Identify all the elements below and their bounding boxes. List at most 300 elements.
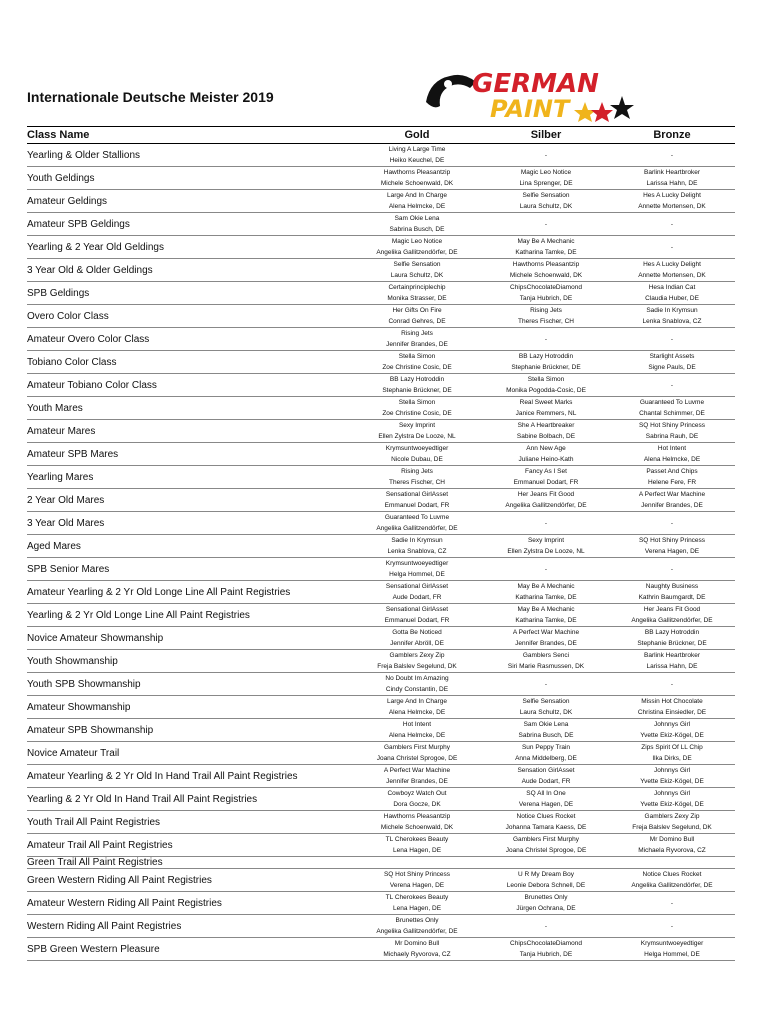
placing-line: - [544,335,548,343]
placing-line: Katharina Tamke, DE [515,594,577,601]
placing-line: Annette Mortensen, DK [638,203,706,210]
placing-line: Mr Domino Bull [394,940,440,947]
table-row [27,765,735,788]
svg-text:GERMAN: GERMAN [472,69,599,99]
table-row [27,869,735,892]
placing-line: Lena Hagen, DE [392,905,442,912]
gold-cell [351,696,483,719]
placing-line: Angelika Gallitzendörfer, DE [505,502,587,509]
placing-line: Heiko Keuchel, DE [389,157,445,164]
placing-line: Brunettes Only [524,894,568,901]
bronze-cell [609,144,735,167]
gold-cell [351,351,483,374]
header-gold: Gold [351,127,483,144]
placing-line: Hawthorns Pleasantzip [512,261,580,268]
placing-line: Joana Christel Sprogoe, DE [376,755,458,762]
gold-cell [351,190,483,213]
placing-line: Johanna Tamara Kaess, DE [505,824,587,831]
class-name-cell: 3 Year Old & Older Geldings [27,259,351,282]
silber-cell [483,328,609,351]
placing-line: BB Lazy Hotroddin [644,629,700,636]
placing-line: Lina Sprenger, DE [519,180,573,187]
table-row [27,466,735,489]
placing-line: A Perfect War Machine [638,491,706,498]
placing-line: Yvette Ekiz-Kögel, DE [640,801,704,808]
placing-line: - [670,922,674,930]
placing-line: Angelika Gallitzendörfer, DE [376,928,458,935]
gold-cell [351,742,483,765]
placing-line: Chantal Schimmer, DE [639,410,705,417]
class-name-cell: Yearling & 2 Year Old Geldings [27,236,351,259]
class-name-cell: Youth Showmanship [27,650,351,673]
placing-line: Angelika Gallitzendörfer, DE [376,525,458,532]
placing-line: Sensational GirlAsset [385,606,449,613]
placing-line: Angelika Gallitzendörfer, DE [631,617,713,624]
placing-line: Helga Hommel, DE [644,951,700,958]
class-name-cell: Green Western Riding All Paint Registries [27,869,351,892]
bronze-cell [609,915,735,938]
placing-line: Claudia Huber, DE [645,295,699,302]
placing-line: Sadie In Krymsun [391,537,443,544]
bronze-cell [609,869,735,892]
class-name-cell: Amateur SPB Showmanship [27,719,351,742]
silber-cell [483,420,609,443]
placing-line: Laura Schultz, DK [390,272,444,279]
silber-cell [483,857,609,869]
placing-line: Theres Fischer, CH [389,479,445,486]
placing-line: Her Jeans Fit Good [643,606,701,613]
bronze-cell [609,489,735,512]
placing-line: Joana Christel Sprogoe, DE [505,847,587,854]
placing-line: Siri Marie Rasmussen, DK [507,663,585,670]
placing-line: Angelika Gallitzendörfer, DE [631,882,713,889]
class-name-cell: Amateur Showmanship [27,696,351,719]
placing-line: Sensational GirlAsset [385,583,449,590]
silber-cell [483,581,609,604]
placing-line: Real Sweet Marks [519,399,573,406]
bronze-cell [609,581,735,604]
silber-cell [483,558,609,581]
placing-line: Freja Balslev Segelund, DK [377,663,457,670]
placing-line: Hawthorns Pleasantzip [383,813,451,820]
gold-cell [351,915,483,938]
placing-line: Yvette Ekiz-Kögel, DE [640,778,704,785]
table-row [27,604,735,627]
placing-line: Juliane Heino-Kath [518,456,574,463]
table-row [27,696,735,719]
class-name-cell: SPB Senior Mares [27,558,351,581]
bronze-cell [609,742,735,765]
placing-line: Alena Helmcke, DE [388,203,446,210]
bronze-cell [609,765,735,788]
placing-line: Barlink Heartbroker [644,169,700,176]
table-row [27,581,735,604]
placing-line: Verena Hagen, DE [389,882,445,889]
placing-line: Her Jeans Fit Good [517,491,575,498]
gold-cell [351,328,483,351]
silber-cell [483,650,609,673]
gold-cell [351,857,483,869]
gold-cell [351,144,483,167]
table-row [27,915,735,938]
placing-line: Missin Hot Chocolate [641,698,703,705]
placing-line: Magic Leo Notice [520,169,572,176]
placing-line: Michele Schoenwald, DK [380,180,454,187]
bronze-cell [609,834,735,857]
placing-line: Kathrin Baumgardt, DE [638,594,706,601]
placing-line: Living A Large Time [388,146,446,153]
placing-line: Hawthorns Pleasantzip [383,169,451,176]
table-row [27,236,735,259]
silber-cell [483,144,609,167]
placing-line: SQ Hot Shiny Princess [638,537,706,544]
table-row [27,535,735,558]
placing-line: Sabrina Busch, DE [518,732,574,739]
placing-line: - [670,220,674,228]
placing-line: Laura Schultz, DK [519,709,573,716]
placing-line: Verena Hagen, DE [644,548,700,555]
gold-cell [351,489,483,512]
class-name-cell: Amateur SPB Mares [27,443,351,466]
placing-line: Theres Fischer, CH [518,318,574,325]
placing-line: Cowboyz Watch Out [387,790,447,797]
placing-line: Her Gifts On Fire [392,307,442,314]
bronze-cell [609,650,735,673]
class-name-cell: Youth Mares [27,397,351,420]
bronze-cell [609,328,735,351]
gold-cell [351,719,483,742]
placing-line: - [670,565,674,573]
table-row [27,788,735,811]
placing-line: Michele Schoenwald, DK [380,824,454,831]
placing-line: Krymsuntwoeyedtiger [385,445,449,452]
placing-line: Gotta Be Noticed [392,629,442,636]
silber-cell [483,489,609,512]
placing-line: BB Lazy Hotroddin [518,353,574,360]
bronze-cell [609,788,735,811]
placing-line: Laura Schultz, DK [519,203,573,210]
placing-line: Zoe Christine Cosic, DE [382,364,452,371]
silber-cell [483,604,609,627]
placing-line: Selfie Sensation [522,698,570,705]
placing-line: Ann New Age [526,445,566,452]
table-row [27,305,735,328]
placing-line: Gamblers First Murphy [383,744,451,751]
placing-line: - [544,519,548,527]
class-name-cell: Amateur Trail All Paint Registries [27,834,351,857]
placing-line: - [670,381,674,389]
bronze-cell [609,696,735,719]
silber-cell [483,374,609,397]
class-name-cell: Novice Amateur Trail [27,742,351,765]
placing-line: Jennifer Abröll, DE [390,640,444,647]
gold-cell [351,443,483,466]
placing-line: - [544,220,548,228]
placing-line: Freja Balslev Segelund, DK [632,824,712,831]
placing-line: Dora Gocze, DK [393,801,441,808]
placing-line: Large And In Charge [387,192,447,199]
placing-line: Cindy Constantin, DE [385,686,449,693]
silber-cell [483,696,609,719]
placing-line: Ellen Zylstra De Looze, NL [378,433,456,440]
silber-cell [483,190,609,213]
placing-line: ChipsChocolateDiamond [510,284,582,291]
placing-line: A Perfect War Machine [512,629,580,636]
table-row [27,190,735,213]
placing-line: Yvette Ekiz-Kögel, DE [640,732,704,739]
silber-cell [483,466,609,489]
placing-line: Krymsuntwoeyedtiger [640,940,704,947]
bronze-cell [609,811,735,834]
placing-line: Sun Peppy Train [521,744,571,751]
gold-cell [351,788,483,811]
placing-line: Guaranteed To Luvme [639,399,705,406]
placing-line: Jennifer Brandes, DE [386,341,448,348]
placing-line: Stephanie Brückner, DE [511,364,581,371]
gold-cell [351,259,483,282]
silber-cell [483,742,609,765]
class-name-cell: Overo Color Class [27,305,351,328]
table-row [27,627,735,650]
placing-line: Nicole Dubau, DE [391,456,443,463]
page-title: Internationale Deutsche Meister 2019 [27,89,274,105]
placing-line: Aude Dodart, FR [521,778,571,785]
placing-line: Sexy Imprint [527,537,565,544]
table-row [27,489,735,512]
class-name-cell: Yearling & Older Stallions [27,144,351,167]
silber-cell [483,915,609,938]
class-name-cell: Yearling Mares [27,466,351,489]
table-row [27,834,735,857]
placing-line: May Be A Mechanic [517,238,575,245]
placing-line: Larissa Hahn, DE [646,180,698,187]
placing-line: Lena Hagen, DE [392,847,442,854]
silber-cell [483,892,609,915]
silber-cell [483,351,609,374]
table-row [27,512,735,535]
placing-line: May Be A Mechanic [517,583,575,590]
placing-line: Gamblers Zexy Zip [644,813,700,820]
placing-line: She A Heartbreaker [517,422,575,429]
class-name-cell: Western Riding All Paint Registries [27,915,351,938]
placing-line: Monika Strasser, DE [387,295,447,302]
table-row [27,719,735,742]
bronze-cell [609,213,735,236]
placing-line: - [544,151,548,159]
bronze-cell [609,627,735,650]
class-name-cell: Youth Geldings [27,167,351,190]
silber-cell [483,236,609,259]
placing-line: Rising Jets [401,330,433,337]
placing-line: Michele Schoenwald, DK [509,272,583,279]
placing-line: Notice Clues Rocket [642,871,702,878]
gold-cell [351,650,483,673]
silber-cell [483,213,609,236]
gold-cell [351,811,483,834]
silber-cell [483,512,609,535]
placing-line: Signe Pauls, DE [648,364,696,371]
bronze-cell [609,420,735,443]
placing-line: - [544,680,548,688]
bronze-cell [609,466,735,489]
placing-line: Sabrina Rauh, DE [645,433,699,440]
placing-line: Helene Fere, FR [647,479,697,486]
silber-cell [483,869,609,892]
placing-line: Ellen Zylstra De Looze, NL [507,548,585,555]
placing-line: Sensation GirlAsset [517,767,575,774]
silber-cell [483,673,609,696]
silber-cell [483,443,609,466]
placing-line: Johnnys Girl [653,790,691,797]
placing-line: Magic Leo Notice [391,238,443,245]
silber-cell [483,719,609,742]
placing-line: Conrad Gehres, DE [388,318,446,325]
silber-cell [483,834,609,857]
german-paint-logo [420,62,635,122]
placing-line: Annette Mortensen, DK [638,272,706,279]
placing-line: Sam Okie Lena [523,721,569,728]
placing-line: Sensational GirlAsset [385,491,449,498]
silber-cell [483,535,609,558]
table-row [27,282,735,305]
class-name-cell: Yearling & 2 Yr Old In Hand Trail All Paint Registries [27,788,351,811]
placing-line: No Doubt Im Amazing [385,675,449,682]
silber-cell [483,305,609,328]
placing-line: - [670,680,674,688]
placing-line: Stella Simon [527,376,565,383]
bronze-cell [609,443,735,466]
placing-line: Sabrina Busch, DE [389,226,445,233]
gold-cell [351,834,483,857]
gold-cell [351,604,483,627]
placing-line: Gamblers First Murphy [512,836,580,843]
bronze-cell [609,282,735,305]
placing-line: Anna Middelberg, DE [515,755,577,762]
placing-line: May Be A Mechanic [517,606,575,613]
placing-line: Hot Intent [402,721,432,728]
placing-line: Jürgen Ochrana, DE [516,905,576,912]
class-name-cell: Amateur Mares [27,420,351,443]
placing-line: - [670,151,674,159]
class-name-cell: Yearling & 2 Yr Old Longe Line All Paint Registries [27,604,351,627]
bronze-cell [609,190,735,213]
class-name-cell: SPB Geldings [27,282,351,305]
bronze-cell [609,351,735,374]
placing-line: Tanja Hubrich, DE [519,295,573,302]
placing-line: Passet And Chips [646,468,698,475]
placing-line: TL Cherokees Beauty [385,894,449,901]
table-row [27,397,735,420]
placing-line: Fancy As I Set [525,468,567,475]
table-row [27,443,735,466]
bronze-cell [609,374,735,397]
placing-line: Larissa Hahn, DE [646,663,698,670]
placing-line: - [670,899,674,907]
table-row [27,938,735,961]
class-name-cell: Amateur Western Riding All Paint Registries [27,892,351,915]
silber-cell [483,788,609,811]
table-body [27,144,735,961]
bronze-cell [609,167,735,190]
gold-cell [351,581,483,604]
table-row [27,650,735,673]
gold-cell [351,282,483,305]
results-table [27,126,735,961]
silber-cell [483,397,609,420]
placing-line: Janice Remmers, NL [515,410,577,417]
placing-line: Sexy Imprint [398,422,436,429]
table-row [27,420,735,443]
table-row [27,374,735,397]
placing-line: Selfie Sensation [393,261,441,268]
gold-cell [351,512,483,535]
svg-text:PAINT: PAINT [490,95,570,122]
placing-line: Brunettes Only [395,917,439,924]
bronze-cell [609,558,735,581]
placing-line: Sam Okie Lena [394,215,440,222]
class-name-cell: Amateur Yearling & 2 Yr Old In Hand Trail All Paint Registries [27,765,351,788]
placing-line: Zoe Christine Cosic, DE [382,410,452,417]
placing-line: Emmanuel Dodart, FR [384,502,450,509]
placing-line: Zips Spirit Of LL Chip [641,744,703,751]
gold-cell [351,673,483,696]
table-row [27,673,735,696]
placing-line: Alena Helmcke, DE [388,709,446,716]
placing-line: Hesa Indian Cat [648,284,696,291]
table-row [27,167,735,190]
placing-line: Barlink Heartbroker [644,652,700,659]
bronze-cell [609,236,735,259]
placing-line: Gamblers Zexy Zip [389,652,445,659]
placing-line: Stella Simon [398,399,436,406]
class-name-cell: Amateur Overo Color Class [27,328,351,351]
placing-line: Stephanie Brückner, DE [382,387,452,394]
bronze-cell [609,892,735,915]
header-class-name: Class Name [27,127,351,144]
placing-line: Jennifer Brandes, DE [641,502,703,509]
class-name-cell: Youth Trail All Paint Registries [27,811,351,834]
placing-line: Notice Clues Rocket [516,813,576,820]
placing-line: SQ All In One [526,790,566,797]
placing-line: Mr Domino Bull [649,836,695,843]
table-row [27,259,735,282]
placing-line: SQ Hot Shiny Princess [383,871,451,878]
placing-line: Certainprinciplechip [388,284,446,291]
placing-line: - [544,565,548,573]
gold-cell [351,765,483,788]
placing-line: Christina Einsiedler, DE [637,709,707,716]
placing-line: Stephanie Brückner, DE [637,640,707,647]
class-name-cell: Amateur Geldings [27,190,351,213]
placing-line: Large And In Charge [387,698,447,705]
table-row [27,558,735,581]
silber-cell [483,765,609,788]
placing-line: - [670,335,674,343]
header-silber: Silber [483,127,609,144]
placing-line: Krymsuntwoeyedtiger [385,560,449,567]
class-name-cell: 3 Year Old Mares [27,512,351,535]
silber-cell [483,938,609,961]
placing-line: Ilka Dirks, DE [652,755,692,762]
gold-cell [351,374,483,397]
placing-line: BB Lazy Hotroddin [389,376,445,383]
placing-line: Alena Helmcke, DE [643,456,701,463]
placing-line: Gamblers Senci [522,652,570,659]
table-row [27,857,735,869]
table-row [27,328,735,351]
table-row [27,213,735,236]
placing-line: Alena Helmcke, DE [388,732,446,739]
